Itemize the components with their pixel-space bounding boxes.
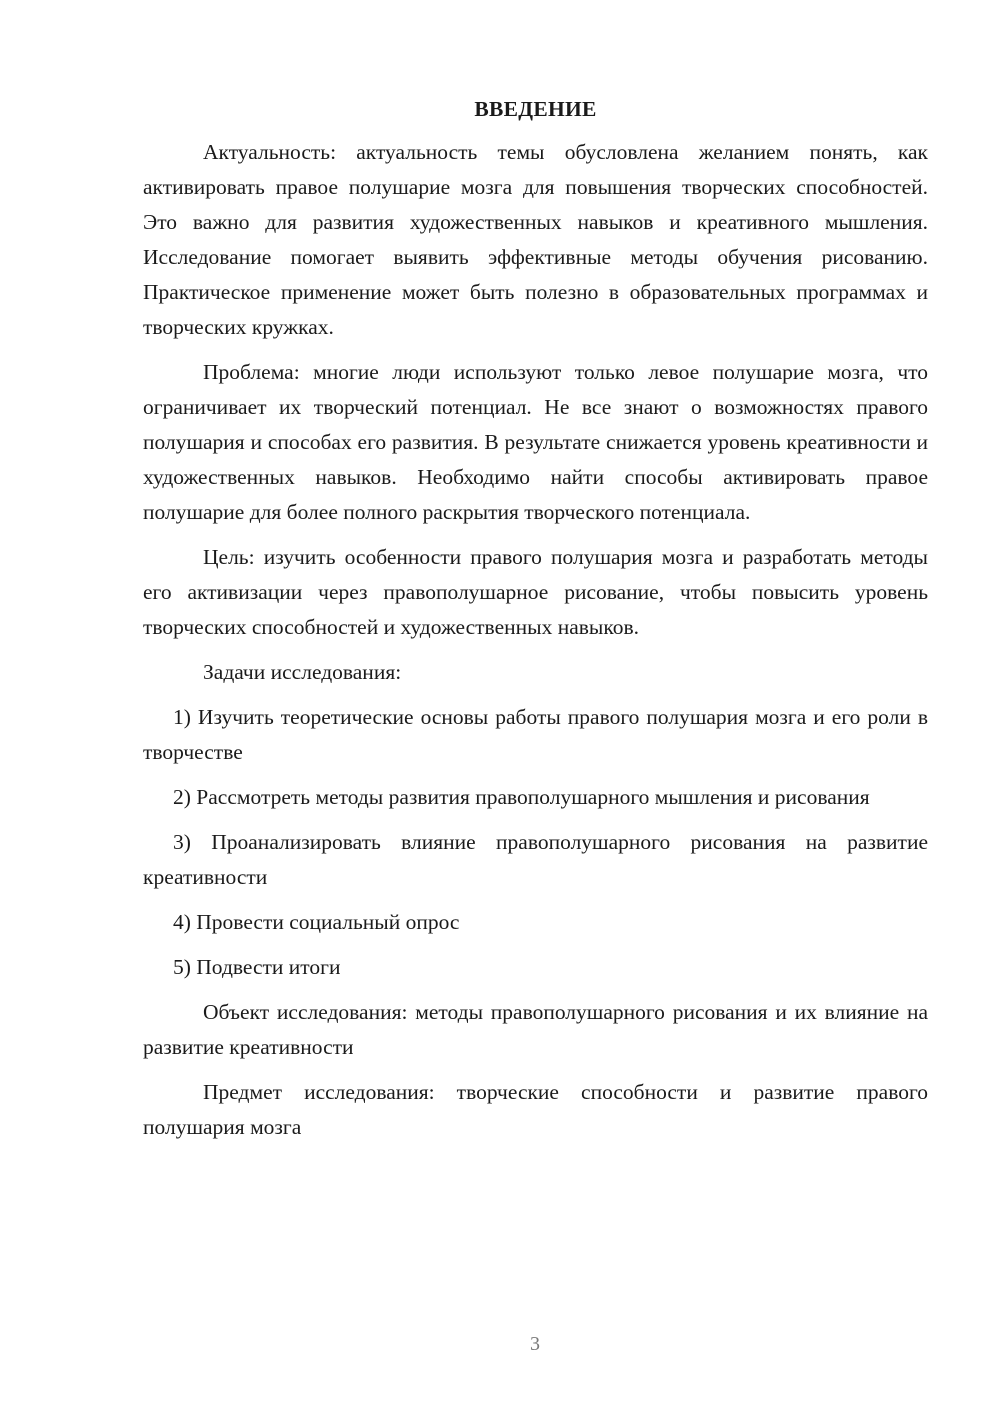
task-item: 1) Изучить теоретические основы работы правого полушария мозга и его роли в творчестве <box>143 705 928 764</box>
goal-paragraph: Цель: изучить особенности правого полушария мозга и разработать методы его активизации через правополушарное рисование, чтобы повысить уровень творческих способностей и художественных навыков. <box>143 545 928 639</box>
task-item: 5) Подвести итоги <box>173 955 341 979</box>
tasks-heading: Задачи исследования: <box>203 660 402 684</box>
document-page <box>143 92 928 1155</box>
page-number: 3 <box>530 1333 540 1355</box>
task-item: 3) Проанализировать влияние правополушарного рисования на развитие креативности <box>143 830 928 889</box>
problem-paragraph: Проблема: многие люди используют только левое полушарие мозга, что ограничивает их творческий потенциал. Не все знают о возможностях правого полушария и способах его развития. В результате снижается уровень креативности и художественных навыков. Необходимо найти способы активировать правое полушарие для более полного раскрытия творческого потенциала. <box>143 360 928 524</box>
page-title: ВВЕДЕНИЕ <box>474 97 597 121</box>
task-item: 4) Провести социальный опрос <box>173 910 460 934</box>
subject-paragraph: Предмет исследования: творческие способности и развитие правого полушария мозга <box>143 1080 928 1139</box>
object-paragraph: Объект исследования: методы правополушарного рисования и их влияние на развитие креативности <box>143 1000 928 1059</box>
task-item: 2) Рассмотреть методы развития правополушарного мышления и рисования <box>173 785 870 809</box>
relevance-paragraph: Актуальность: актуальность темы обусловлена желанием понять, как активировать правое полушарие мозга для повышения творческих способностей. Это важно для развития художественных навыков и креативного мышления. Исследование помогает выявить эффективные методы обучения рисованию. Практическое применение может быть полезно в образовательных программах и творческих кружках. <box>143 140 928 339</box>
